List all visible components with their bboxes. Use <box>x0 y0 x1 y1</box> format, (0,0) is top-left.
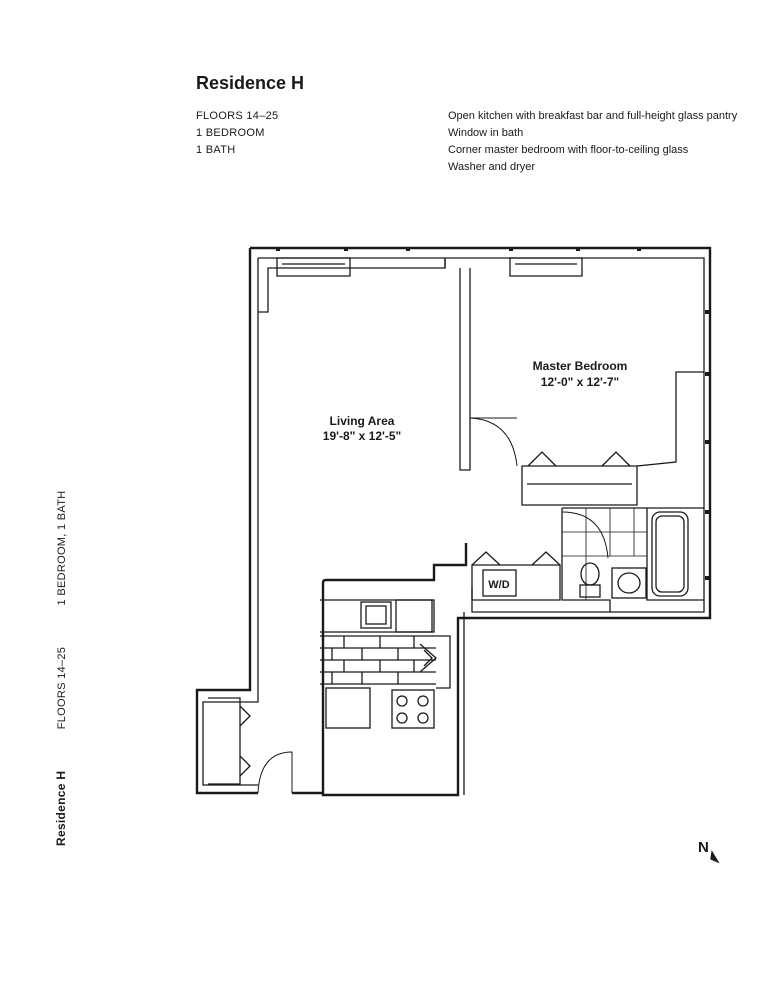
burner-4 <box>418 713 428 723</box>
living-area-dimensions: 19'-8" x 12'-5" <box>322 429 402 443</box>
kitchen-counter <box>320 600 434 632</box>
toilet-bowl <box>581 563 599 585</box>
feature-kitchen: Open kitchen with breakfast bar and full-height glass pantry <box>448 110 738 122</box>
master-bedroom-label: Master Bedroom <box>532 359 628 373</box>
sink-basin <box>366 606 386 624</box>
breakfast-bar <box>320 636 436 684</box>
bathroom-tile-grid <box>562 508 647 600</box>
residence-title: Residence H <box>196 73 305 93</box>
feature-bedroom-glass: Corner master bedroom with floor-to-ceiling glass <box>448 144 689 156</box>
spec-baths: 1 BATH <box>196 144 236 156</box>
burner-1 <box>397 696 407 706</box>
burner-3 <box>397 713 407 723</box>
bath-door <box>562 512 608 558</box>
bedroom-door <box>470 418 517 466</box>
side-label-floors: FLOORS 14–25 <box>56 646 68 730</box>
entry-closet <box>208 698 250 784</box>
exterior-wall <box>197 248 710 795</box>
bathtub-inner <box>656 516 684 592</box>
feature-bath-window: Window in bath <box>448 127 524 139</box>
stove <box>392 690 434 728</box>
bedroom-closet <box>522 372 704 505</box>
toilet-tank <box>580 585 600 597</box>
glass-pantry <box>420 636 450 688</box>
refrigerator <box>326 688 370 728</box>
side-label-rooms: 1 BEDROOM, 1 BATH <box>56 490 68 606</box>
north-arrow <box>711 852 718 862</box>
north-label: N <box>698 839 709 856</box>
spec-floors: FLOORS 14–25 <box>196 110 279 122</box>
window-living <box>277 258 350 276</box>
spec-bedrooms: 1 BEDROOM <box>196 127 265 139</box>
feature-laundry: Washer and dryer <box>448 161 536 173</box>
entry-door <box>258 752 292 793</box>
burner-2 <box>418 696 428 706</box>
living-area-label: Living Area <box>329 414 395 428</box>
side-label-title: Residence H <box>54 770 68 846</box>
washer-dryer-label: W/D <box>488 579 510 591</box>
window-bedroom <box>510 258 582 276</box>
sink-bowl <box>618 573 640 593</box>
master-bedroom-dimensions: 12'-0" x 12'-7" <box>540 375 620 389</box>
interior-wall-top <box>258 258 704 795</box>
bathtub <box>652 512 688 596</box>
partition-wall <box>445 258 470 470</box>
dishwasher <box>396 600 432 632</box>
